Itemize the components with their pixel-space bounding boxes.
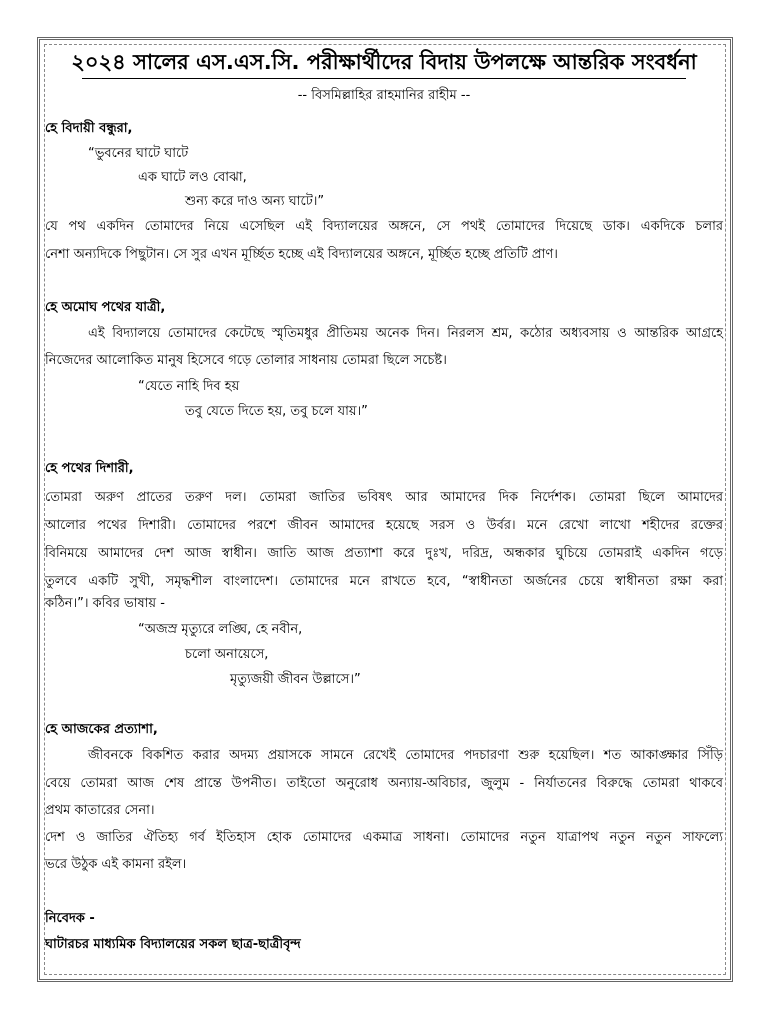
paragraph-line: জীবনকে বিকশিত করার অদম্য প্রয়াসকে সামনে রেখেই তোমাদের পদচারণা শুরু হয়েছিল। শত আকাঙ্ক্ষার সিঁড়ি [88, 748, 723, 763]
poem-line: তবু যেতে দিতে হয়, তবু চলে যায়।” [185, 404, 368, 419]
paragraph-line: দেশ ও জাতির ঐতিহ্য গর্ব ইতিহাস হোক তোমাদের একমাত্র সাধনা। তোমাদের নতুন যাত্রাপথ নতুন নতুন সাফল্যে [45, 830, 723, 845]
poem-line: “যেতে নাহি দিব হয় [138, 379, 240, 394]
paragraph-line: কঠিন।”। কবির ভাষায় - [45, 596, 165, 611]
paragraph-line: প্রথম কাতারের সেনা। [45, 803, 155, 818]
paragraph-line: তোমরা অরুণ প্রাতের তরুণ দল। তোমরা জাতির ভবিষৎ আর আমাদের দিক নির্দেশক। তোমরা ছিলে আমাদের [45, 490, 723, 505]
poem-line: মৃত্যুজয়ী জীবন উল্লাসে।” [230, 672, 361, 687]
section-heading: হে অমোঘ পথের যাত্রী, [45, 300, 166, 315]
paragraph-line: ভরে উঠুক এই কামনা রইল। [45, 857, 187, 872]
bismillah-line [50, 86, 718, 107]
paragraph-line: নেশা অন্যদিকে পিছুটান। সে সুর এখন মূর্চ্ছিত হচ্ছে এই বিদ্যালয়ের অঙ্গনে, মূর্চ্ছিত হচ্ছে প্রতিটি প্রাণ। [45, 247, 558, 262]
paragraph-line: যে পথ একদিন তোমাদের নিয়ে এসেছিল এই বিদ্যালয়ের অঙ্গনে, সে পথই তোমাদের দিয়েছে ডাক। একদিকে চলার [45, 219, 723, 234]
title-underline [82, 78, 686, 79]
poem-line: এক ঘাটে লও বোঝা, [138, 170, 247, 185]
paragraph-line: বিনিময়ে আমাদের দেশ আজ স্বাধীন। জাতি আজ প্রত্যাশা করে দুঃখ, দরিদ্র, অন্ধকার ঘুচিয়ে তোমরাই একদিন গড়ে [45, 546, 723, 561]
paragraph-line: আলোর পথের দিশারী। তোমাদের পরশে জীবন আমাদের হয়েছে সরস ও উর্বর। মনে রেখো লাখো শহীদের রক্তের [45, 518, 723, 533]
bismillah-text: বিসমিল্লাহির রাহমানির রাহীম [311, 88, 457, 103]
poem-line: চলো অনায়েসে, [185, 647, 269, 662]
poem-line: “অজস্র মৃত্যুরে লঙ্ঘি, হে নবীন, [138, 622, 303, 637]
signoff-name: ঘাটারচর মাধ্যমিক বিদ্যালয়ের সকল ছাত্র-ছাত্রীবৃন্দ [45, 937, 301, 952]
paragraph-line: নিজেদের আলোকিত মানুষ হিসেবে গড়ে তোলার সাধনায় তোমরা ছিলে সচেষ্ট। [45, 353, 447, 368]
section-heading: হে পথের দিশারী, [45, 461, 134, 476]
paragraph-line: এই বিদ্যালয়ে তোমাদের কেটেছে স্মৃতিমধুর প্রীতিময় অনেক দিন। নিরলস শ্রম, কঠোর অধ্যবসায় ও আন্তরিক আগ্রহে [88, 326, 723, 341]
bismillah-suffix: -- [456, 88, 471, 103]
poem-line: শুন্য করে দাও অন্য ঘাটে।” [185, 194, 325, 209]
paragraph-line: তুলবে একটি সুখী, সমৃদ্ধশীল বাংলাদেশ। তোমাদের মনে রাখতে হবে, “স্বাধীনতা অর্জনের চেয়ে স্বাধীনতা রক্ষা করা [45, 574, 723, 589]
document-title: ২০২৪ সালের এস.এস.সি. পরীক্ষার্থীদের বিদায় উপলক্ষে আন্তরিক সংবর্ধনা [71, 50, 697, 74]
section-heading: হে আজকের প্রত্যাশা, [45, 722, 158, 737]
signoff-label: নিবেদক - [45, 911, 95, 926]
section-heading: হে বিদায়ী বন্ধুরা, [45, 121, 133, 136]
poem-line: “ভুবনের ঘাটে ঘাটে [88, 146, 189, 161]
paragraph-line: বেয়ে তোমরা আজ শেষ প্রান্তে উপনীত। তাইতো অনুরোধ অন্যায়-অবিচার, জুলুম - নির্যাতনের বিরুদ্ধে তোমরা থাকবে [45, 776, 723, 791]
bismillah-prefix: -- [297, 88, 312, 103]
